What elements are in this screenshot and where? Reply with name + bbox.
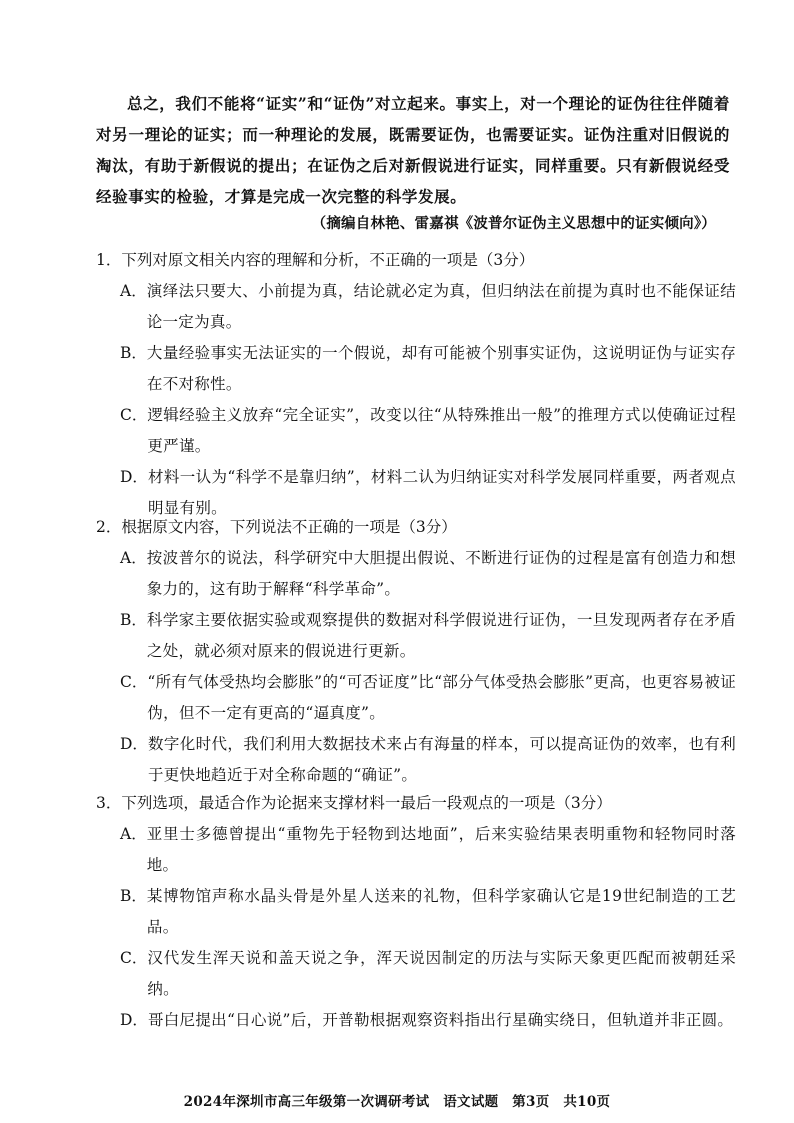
question-1-stem: 1．下列对原文相关内容的理解和分析，不正确的一项是（3分）	[96, 251, 535, 269]
question-2-option-d	[120, 729, 736, 791]
question-2-stem: 2．根据原文内容，下列说法不正确的一项是（3分）	[96, 518, 457, 536]
passage-paragraph: 总之，我们不能将“证实”和“证伪”对立起来。事实上，对一个理论的证伪往往伴随着对另一理论的证实；而一种理论的发展，既需要证伪，也需要证实。证伪注重对旧假说的淘汰，有助于新假说的提出；在证伪之后对新假说进行证实，同样重要。只有新假说经受经验事实的检验，才算是完成一次完整的科学发展。	[96, 94, 730, 206]
option-text: 科学家主要依据实验或观察提供的数据对科学假说进行证伪，一旦发现两者存在矛盾之处，就必须对原来的假说进行更新。	[146, 611, 736, 660]
question-1-option-c	[120, 400, 736, 462]
option-letter: B．	[120, 611, 147, 629]
option-letter: A．	[120, 825, 147, 843]
question-3-option-a	[120, 819, 736, 881]
question-3-stem: 3．下列选项，最适合作为论据来支撑材料一最后一段观点的一项是（3分）	[96, 794, 612, 812]
option-text: 大量经验事实无法证实的一个假说，却有可能被个别事实证伪，这说明证伪与证实存在不对称性。	[146, 344, 736, 393]
option-letter: C．	[120, 949, 148, 967]
option-letter: C．	[120, 673, 148, 691]
question-3-option-c	[120, 943, 736, 1005]
question-3	[96, 788, 736, 1036]
option-letter: D．	[120, 735, 148, 753]
option-text: 汉代发生浑天说和盖天说之争，浑天说因制定的历法与实际天象更匹配而被朝廷采纳。	[147, 949, 736, 998]
option-text: 按波普尔的说法，科学研究中大胆提出假说、不断进行证伪的过程是富有创造力和想象力的，这有助于解释“科学革命”。	[146, 549, 736, 598]
option-text: 逻辑经验主义放弃“完全证实”，改变以往“从特殊推出一般”的推理方式以使确证过程更严谨。	[147, 406, 736, 455]
option-text: 哥白尼提出“日心说”后，开普勒根据观察资料指出行星确实绕日，但轨道并非正圆。	[147, 1011, 734, 1029]
option-letter: C．	[120, 406, 148, 424]
option-text: 某博物馆声称水晶头骨是外星人送来的礼物，但科学家确认它是19世纪制造的工艺品。	[146, 887, 736, 936]
question-1-option-a	[120, 276, 736, 338]
passage-source: （摘编自林艳、雷嘉祺《波普尔证伪主义思想中的证实倾向》）	[311, 215, 716, 232]
option-text: 材料一认为“科学不是靠归纳”，材料二认为归纳证实对科学发展同样重要，两者观点明显有别。	[147, 468, 736, 517]
option-text: 演绎法只要大、小前提为真，结论就必定为真，但归纳法在前提为真时也不能保证结论一定为真。	[146, 282, 736, 331]
page-footer: 2024年深圳市高三年级第一次调研考试 语文试题 第3页 共10页	[183, 1094, 611, 1110]
option-text: 亚里士多德曾提出“重物先于轻物到达地面”，后来实验结果表明重物和轻物同时落地。	[146, 825, 736, 874]
question-2-option-a	[120, 543, 736, 605]
question-2	[96, 512, 736, 791]
question-2-option-b	[120, 605, 736, 667]
option-letter: A．	[120, 282, 147, 300]
question-1	[96, 245, 736, 524]
option-letter: B．	[120, 344, 147, 362]
question-3-option-b	[120, 881, 736, 943]
question-2-option-c	[120, 667, 736, 729]
option-text: 数字化时代，我们利用大数据技术来占有海量的样本，可以提高证伪的效率，也有利于更快地趋近于对全称命题的“确证”。	[147, 735, 736, 784]
option-letter: B．	[120, 887, 147, 905]
option-letter: D．	[120, 468, 148, 486]
option-letter: D．	[120, 1011, 148, 1029]
question-1-option-b	[120, 338, 736, 400]
option-letter: A．	[120, 549, 147, 567]
option-text: “所有气体受热均会膨胀”的“可否证度”比“部分气体受热会膨胀”更高，也更容易被证伪，但不一定有更高的“逼真度”。	[147, 673, 736, 722]
question-3-option-d	[120, 1005, 736, 1036]
